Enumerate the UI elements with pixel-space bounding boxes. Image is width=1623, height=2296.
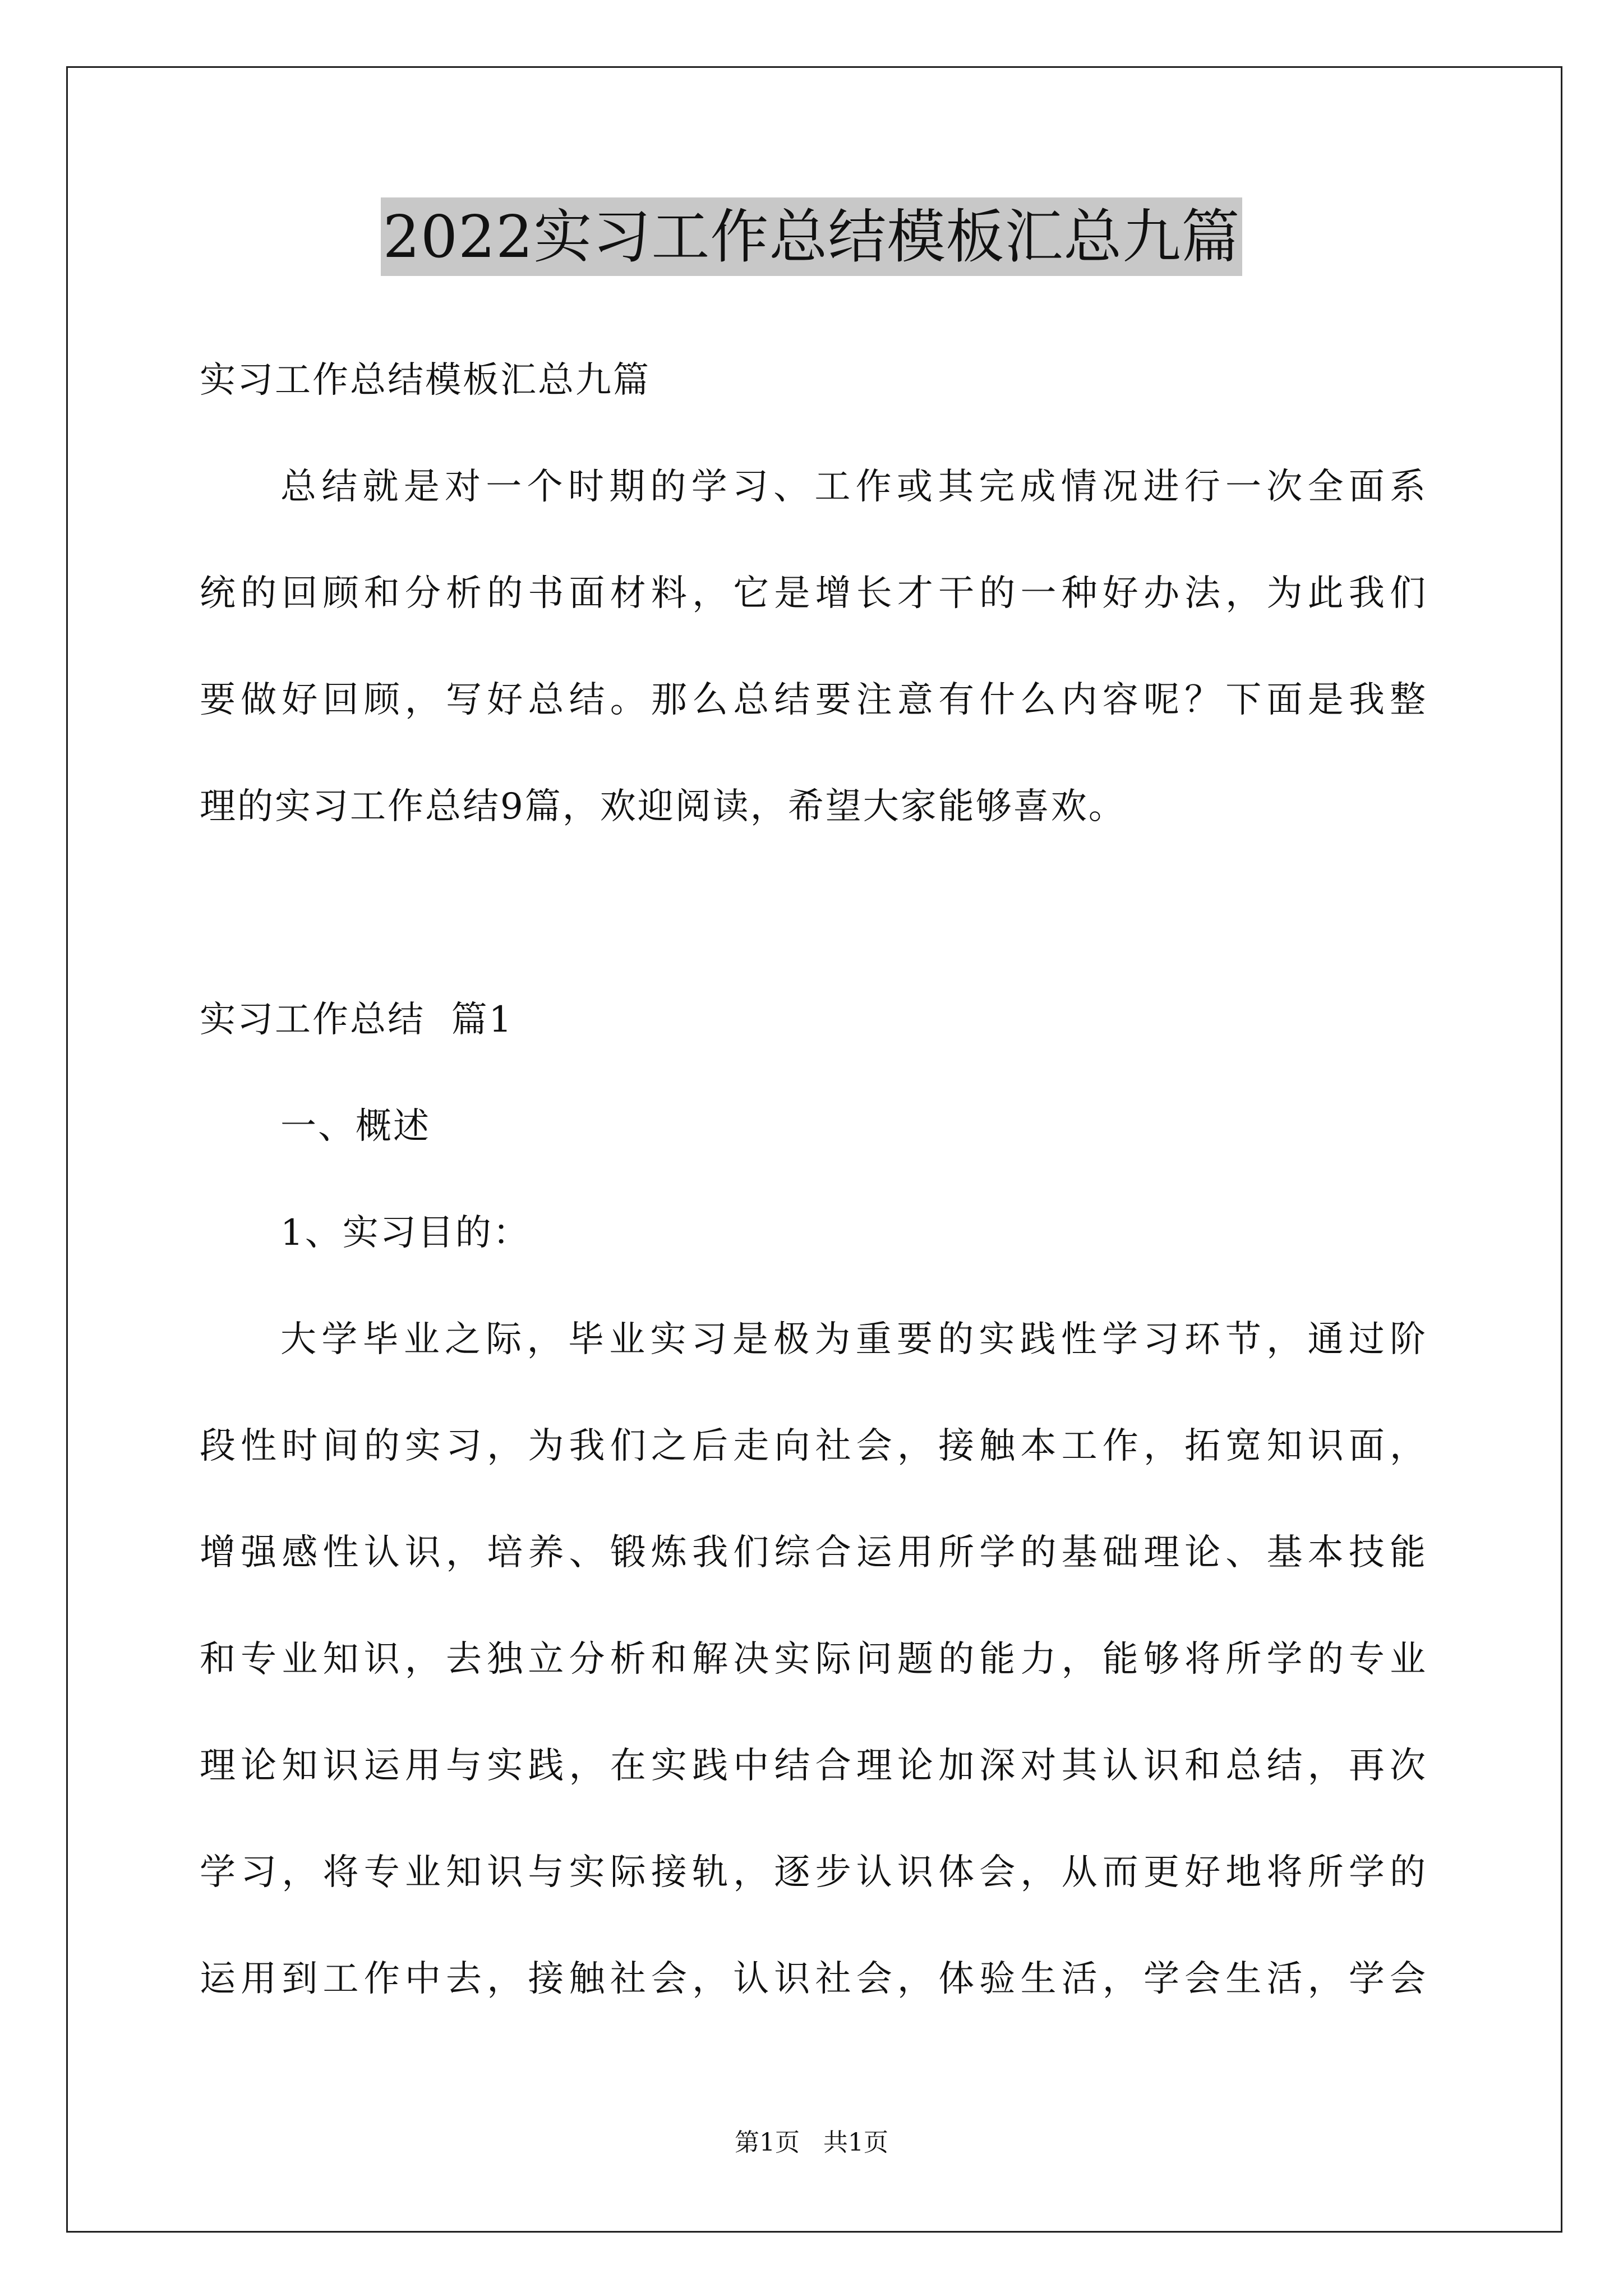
intro-line-3: 要做好回顾，写好总结。那么总结要注意有什么内容呢？下面是我整 bbox=[200, 679, 1426, 721]
body-line-4: 和专业知识，去独立分析和解决实际问题的能力，能够将所学的专业 bbox=[200, 1639, 1426, 1680]
overview-heading: 一、概述 bbox=[280, 1106, 431, 1147]
intro-line-2: 统的回顾和分析的书面材料，它是增长才干的一种好办法，为此我们 bbox=[200, 573, 1426, 614]
body-line-3: 增强感性认识，培养、锻炼我们综合运用所学的基础理论、基本技能 bbox=[200, 1532, 1426, 1573]
intro-line-1: 总结就是对一个时期的学习、工作或其完成情况进行一次全面系 bbox=[280, 466, 1426, 508]
document-title: 2022实习工作总结模板汇总九篇 bbox=[381, 197, 1243, 276]
document-subtitle: 实习工作总结模板汇总九篇 bbox=[200, 360, 651, 401]
body-line-2: 段性时间的实习，为我们之后走向社会，接触本工作，拓宽知识面， bbox=[200, 1425, 1426, 1467]
body-line-6: 学习，将专业知识与实际接轨，逐步认识体会，从而更好地将所学的 bbox=[200, 1852, 1426, 1893]
purpose-heading: 1、实习目的： bbox=[280, 1212, 531, 1254]
body-line-7: 运用到工作中去，接触社会，认识社会，体验生活，学会生活，学会 bbox=[200, 1958, 1426, 2000]
page-footer: 第1页 共1页 bbox=[735, 2128, 888, 2157]
body-line-1: 大学毕业之际，毕业实习是极为重要的实践性学习环节，通过阶 bbox=[280, 1319, 1426, 1360]
body-line-5: 理论知识运用与实践，在实践中结合理论加深对其认识和总结，再次 bbox=[200, 1745, 1426, 1787]
intro-line-4: 理的实习工作总结9篇，欢迎阅读，希望大家能够喜欢。 bbox=[200, 786, 1126, 827]
title-container bbox=[0, 197, 1623, 276]
section-heading: 实习工作总结 篇1 bbox=[200, 999, 514, 1041]
